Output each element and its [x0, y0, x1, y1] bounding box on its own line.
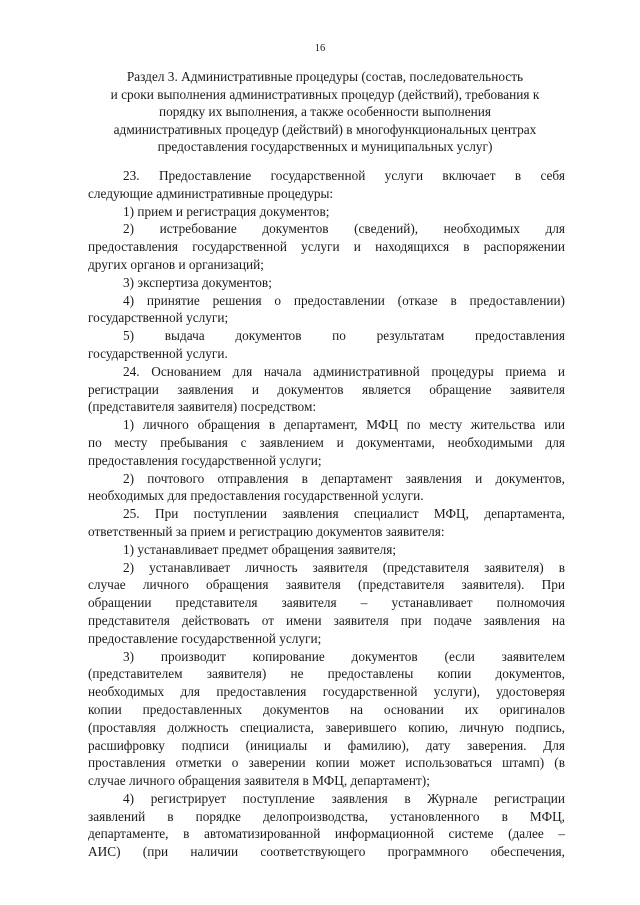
text-line: случае личного обращения заявителя в МФЦ, департамент); [88, 773, 430, 789]
text-line: копии предоставленных документов на основании их оригиналов [88, 701, 565, 717]
text-line: 2) устанавливает личность заявителя (представителя заявителя) в [123, 559, 565, 575]
text-line: расшифровку подписи (инициалы и фамилию), дату заверения. Для [88, 737, 565, 753]
text-line: государственной услуги. [88, 345, 228, 361]
text-line: 24. Основанием для начала административной процедуры приема и [123, 363, 565, 379]
text-line: 1) личного обращения в департамент, МФЦ по месту жительства или [123, 417, 565, 433]
text-line: по месту пребывания с заявлением и документами, необходимыми для [88, 434, 565, 450]
text-line: представителя действовать от имени заявителя при подаче заявления на [88, 612, 565, 628]
text-line: (представителем заявителя) не предоставлены копии документов, [88, 666, 565, 682]
text-line: 2) истребование документов (сведений), необходимых для [123, 221, 565, 237]
body-text [88, 167, 565, 861]
text-line: обращении представителя заявителя – устанавливает полномочия [88, 595, 565, 611]
text-line: случае личного обращения заявителя (представителя заявителя). При [88, 577, 565, 593]
text-line: 1) устанавливает предмет обращения заявителя; [123, 541, 397, 557]
section-title-line: Раздел 3. Административные процедуры (состав, последовательность [126, 69, 524, 84]
section-title-line: предоставления государственных и муниципальных услуг) [157, 139, 493, 154]
section-title [84, 68, 566, 156]
text-line: предоставления государственной услуги; [88, 452, 322, 468]
text-line: 4) регистрирует поступление заявления в Журнале регистрации [123, 790, 565, 806]
text-line: предоставления государственной услуги и находящихся в распоряжении [88, 239, 565, 255]
text-line: (проставляя должность специалиста, заверившего копию, личную подпись, [88, 719, 565, 735]
text-line: 5) выдача документов по результатам предоставления [123, 328, 565, 344]
text-line: 3) производит копирование документов (если заявителем [123, 648, 565, 664]
text-line: регистрации заявления и документов является обращение заявителя [88, 381, 565, 397]
text-line: заявлений в порядке делопроизводства, установленного в МФЦ, [88, 808, 565, 824]
text-line: 2) почтового отправления в департамент заявления и документов, [123, 470, 565, 486]
text-line: предоставление государственной услуги; [88, 630, 322, 646]
text-line: необходимых для предоставления государственной услуги. [88, 488, 424, 504]
text-line: проставления отметки о заверении копии может использоваться штамп) (в [88, 755, 565, 771]
section-title-line: административных процедур (действий) в многофункциональных центрах [113, 121, 537, 137]
text-line: других органов и организаций; [88, 256, 264, 272]
text-line: департаменте, в автоматизированной информационной системе (далее – [88, 826, 565, 842]
text-line: 4) принятие решения о предоставлении (отказе в предоставлении) [123, 292, 565, 308]
section-title-line: порядку их выполнения, а также особенности выполнения [158, 104, 492, 119]
page-number: 16 [314, 43, 326, 54]
text-line: государственной услуги; [88, 310, 229, 326]
text-line: 3) экспертиза документов; [123, 274, 272, 290]
text-line: необходимых для предоставления государственной услуги), удостоверяя [88, 684, 565, 700]
text-line: 23. Предоставление государственной услуги включает в себя [123, 168, 565, 183]
text-line: АИС) (при наличии соответствующего программного обеспечения, [88, 844, 565, 860]
section-title-line: и сроки выполнения административных процедур (действий), требования к [110, 86, 540, 102]
text-line: ответственный за прием и регистрацию документов заявителя: [88, 523, 445, 539]
text-line: 25. При поступлении заявления специалист МФЦ, департамента, [123, 506, 565, 522]
text-line: 1) прием и регистрация документов; [123, 203, 330, 219]
text-line: следующие административные процедуры: [88, 185, 334, 201]
text-line: (представителя заявителя) посредством: [88, 399, 317, 415]
